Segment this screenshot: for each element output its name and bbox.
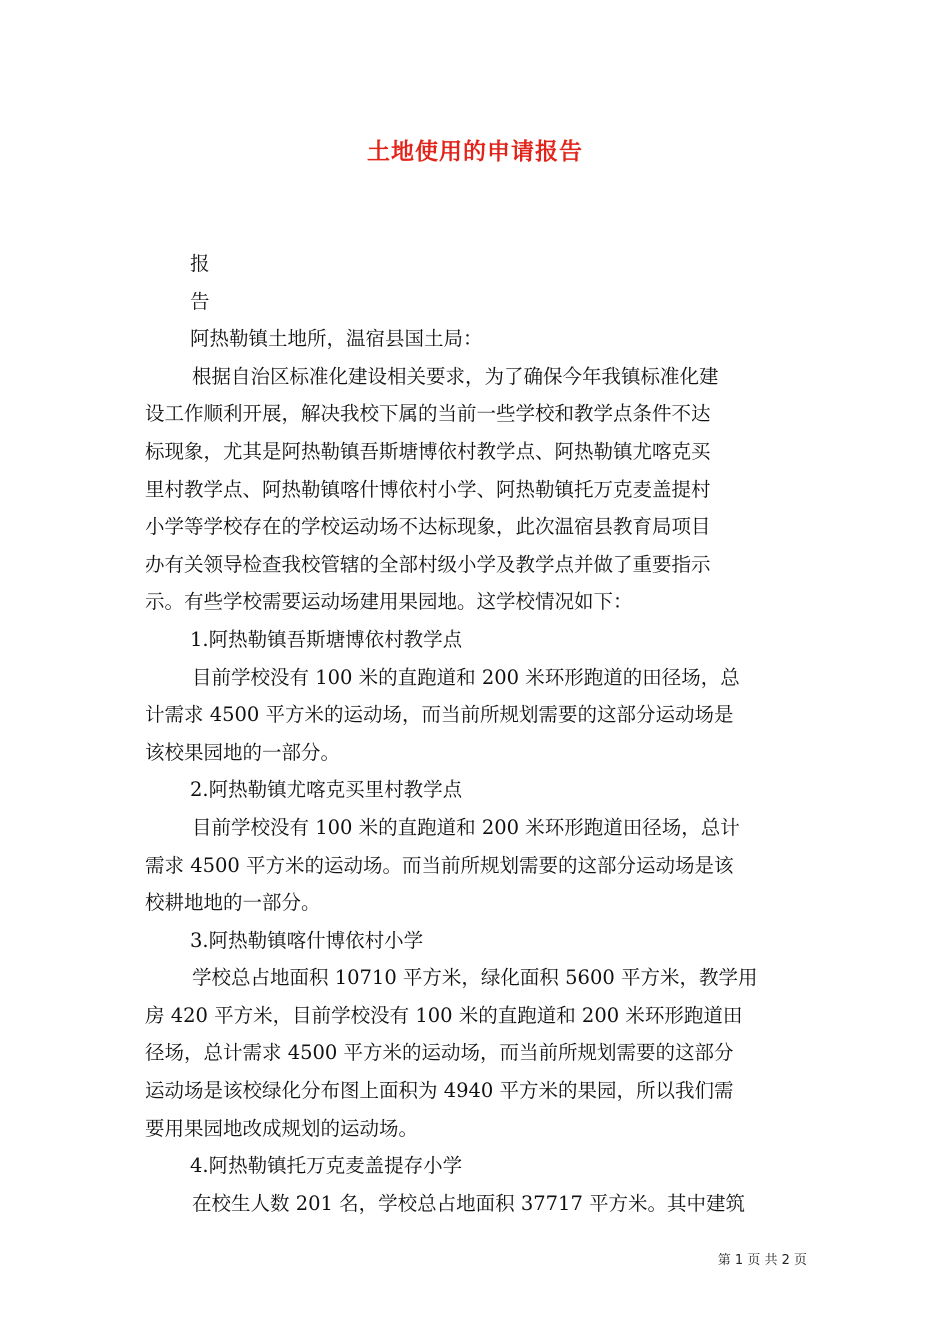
body-line: 运动场是该校绿化分布图上面积为 4940 平方米的果园，所以我们需 bbox=[145, 1079, 734, 1103]
body-line: 2.阿热勒镇尤喀克买里村教学点 bbox=[190, 778, 463, 802]
body-line: 1.阿热勒镇吾斯塘博依村教学点 bbox=[190, 627, 463, 651]
body-line: 径场，总计需求 4500 平方米的运动场，而当前所规划需要的这部分 bbox=[145, 1041, 734, 1065]
body-line: 目前学校没有 100 米的直跑道和 200 米环形跑道田径场，总计 bbox=[192, 815, 740, 839]
body-line: 设工作顺利开展，解决我校下属的当前一些学校和教学点条件不达 bbox=[145, 402, 711, 426]
body-line: 计需求 4500 平方米的运动场，而当前所规划需要的这部分运动场是 bbox=[145, 703, 734, 727]
body-line: 校耕地地的一部分。 bbox=[145, 891, 321, 915]
body-line: 里村教学点、阿热勒镇喀什博依村小学、阿热勒镇托万克麦盖提村 bbox=[145, 477, 711, 501]
body-line: 在校生人数 201 名，学校总占地面积 37717 平方米。其中建筑 bbox=[192, 1191, 746, 1215]
page-footer: 第 1 页 共 2 页 bbox=[717, 1253, 807, 1268]
body-line: 该校果园地的一部分。 bbox=[145, 740, 341, 764]
document-body bbox=[145, 245, 805, 1222]
body-line: 小学等学校存在的学校运动场不达标现象，此次温宿县教育局项目 bbox=[145, 515, 711, 539]
body-line: 学校总占地面积 10710 平方米，绿化面积 5600 平方米，教学用 bbox=[192, 966, 758, 990]
body-line: 告 bbox=[190, 289, 210, 313]
body-line: 要用果园地改成规划的运动场。 bbox=[145, 1116, 419, 1140]
body-line: 4.阿热勒镇托万克麦盖提存小学 bbox=[190, 1154, 463, 1178]
document-title: 土地使用的申请报告 bbox=[367, 139, 583, 165]
body-line: 报 bbox=[190, 252, 210, 275]
body-line: 阿热勒镇土地所，温宿县国土局： bbox=[190, 327, 483, 351]
body-line: 标现象，尤其是阿热勒镇吾斯塘博依村教学点、阿热勒镇尤喀克买 bbox=[145, 439, 711, 463]
body-line: 根据自治区标准化建设相关要求，为了确保今年我镇标准化建 bbox=[192, 364, 719, 388]
body-line: 办有关领导检查我校管辖的全部村级小学及教学点并做了重要指示 bbox=[145, 552, 711, 576]
body-line: 目前学校没有 100 米的直跑道和 200 米环形跑道的田径场，总 bbox=[192, 665, 740, 689]
body-line: 3.阿热勒镇喀什博依村小学 bbox=[190, 928, 424, 952]
body-line: 房 420 平方米，目前学校没有 100 米的直跑道和 200 米环形跑道田 bbox=[145, 1003, 743, 1027]
body-line: 示。有些学校需要运动场建用果园地。这学校情况如下： bbox=[145, 590, 633, 614]
body-line: 需求 4500 平方米的运动场。而当前所规划需要的这部分运动场是该 bbox=[145, 853, 734, 877]
